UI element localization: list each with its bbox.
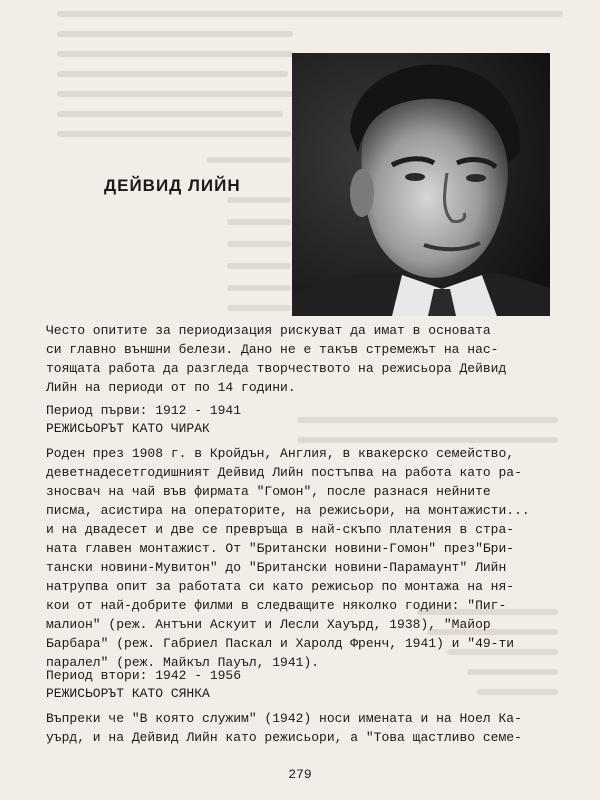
- portrait-image: [292, 53, 550, 316]
- text-line: тоящата работа да разгледа творчеството на режисьора Дейвид: [46, 361, 507, 376]
- intro-paragraph: [46, 321, 546, 397]
- text-line: Често опитите за периодизация рискуват да имат в основата: [46, 323, 491, 338]
- text-line: деветнадесетгодишният Дейвид Лийн постъпва на работа като ра-: [46, 465, 522, 480]
- period-two-paragraph: [46, 709, 546, 747]
- text-line: малион" (реж. Антъни Аскуит и Лесли Хауърд, 1938), "Майор: [46, 617, 491, 632]
- text-line: кои от най-добрите филми в следващите няколко години: "Пиг-: [46, 598, 507, 613]
- text-line: тански новини-Мувитон" до "Британски новини-Парамаунт" Лийн: [46, 560, 507, 575]
- text-line: Въпреки че "В която служим" (1942) носи имената и на Ноел Ка-: [46, 711, 522, 726]
- text-line: зносвач на чай във фирмата "Гомон", после разнася нейните: [46, 484, 491, 499]
- period-one-heading: [46, 402, 546, 438]
- period-label: Период първи: 1912 - 1941: [46, 403, 242, 418]
- text-line: си главно външни белези. Дано не е такъв стремежът на нас-: [46, 342, 499, 357]
- text-line: ната главен монтажист. От "Британски новини-Гомон" през"Бри-: [46, 541, 515, 556]
- period-one-paragraph: [46, 444, 546, 672]
- text-line: паралел" (реж. Майкъл Пауъл, 1941).: [46, 655, 320, 670]
- page-number: 279: [288, 767, 312, 782]
- period-subtitle: РЕЖИСЬОРЪТ КАТО СЯНКА: [46, 686, 210, 701]
- text-line: натрупва опит за работата си като режисьор по монтажа на ня-: [46, 579, 515, 594]
- text-line: уърд, и на Дейвид Лийн като режисьори, а "Това щастливо семе-: [46, 730, 522, 745]
- period-two-heading: [46, 667, 546, 703]
- portrait-photo: [292, 53, 550, 316]
- article-title: ДЕЙВИД ЛИЙН: [104, 176, 241, 195]
- text-line: и на двадесет и две се превръща в най-скъпо платения в стра-: [46, 522, 515, 537]
- period-label: Период втори: 1942 - 1956: [46, 668, 242, 683]
- text-line: Роден през 1908 г. в Кройдън, Англия, в квакерско семейство,: [46, 446, 515, 461]
- text-line: писма, асистира на операторите, на режисьори, на монтажисти...: [46, 503, 530, 518]
- period-subtitle: РЕЖИСЬОРЪТ КАТО ЧИРАК: [46, 421, 210, 436]
- text-line: Барбара" (реж. Габриел Паскал и Харолд Френч, 1941) и "49-ти: [46, 636, 515, 651]
- text-line: Лийн на периоди от по 14 години.: [46, 380, 296, 395]
